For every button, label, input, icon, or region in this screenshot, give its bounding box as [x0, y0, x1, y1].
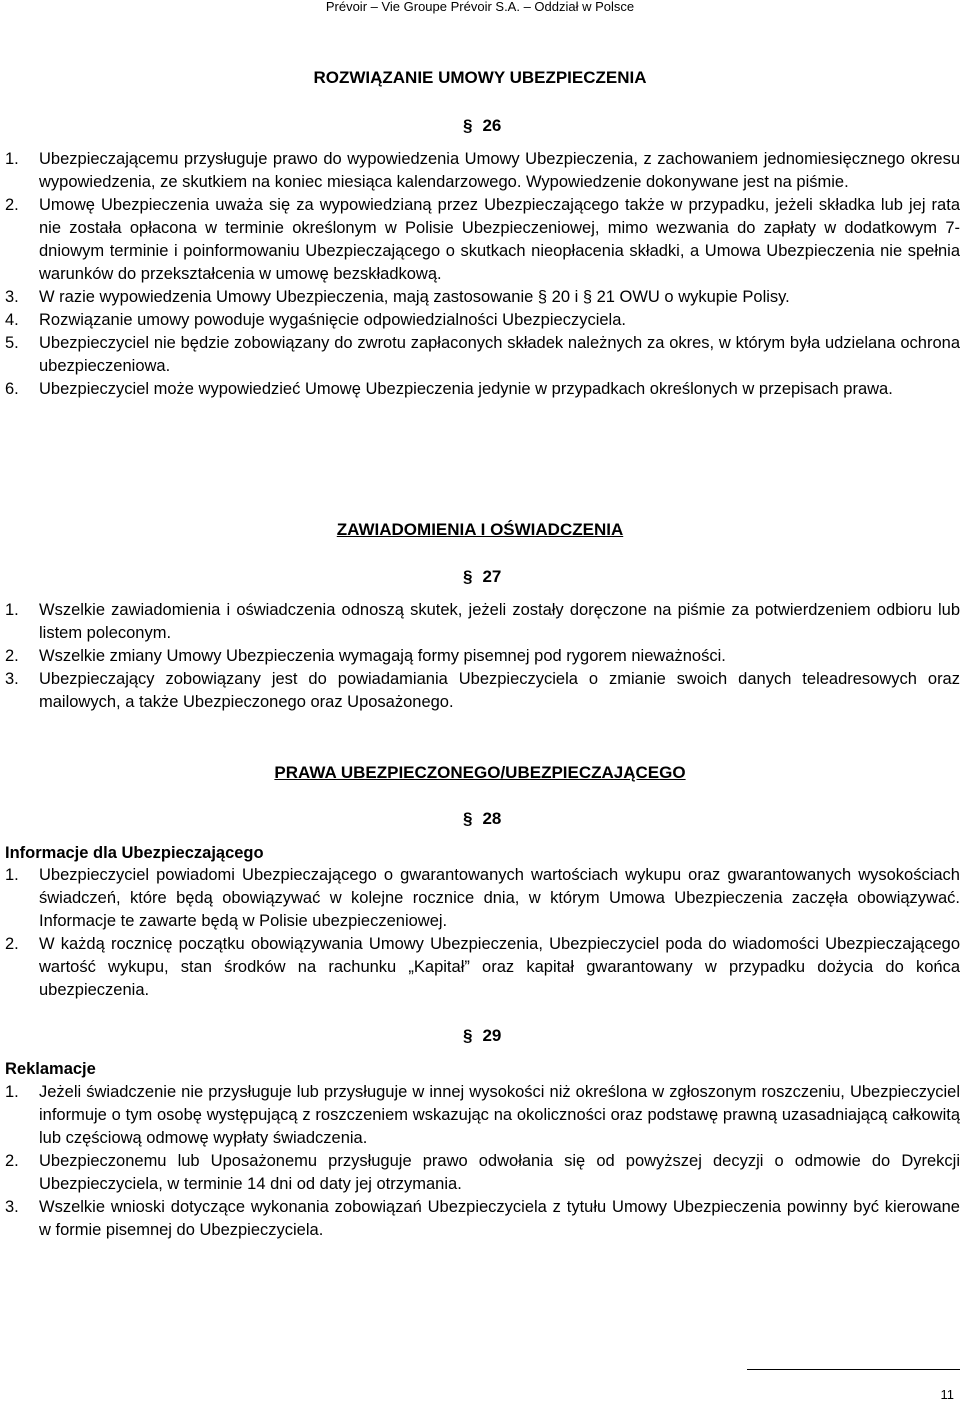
section-title-text: ZAWIADOMIENIA I OŚWIADCZENIA — [336, 520, 624, 539]
complaints-list — [5, 1081, 960, 1242]
list-item — [5, 148, 960, 194]
item-number: 2. — [5, 196, 19, 214]
paragraph-number: 27 — [482, 567, 502, 586]
paragraph-symbol: § — [463, 116, 473, 135]
information-list — [5, 864, 960, 1002]
item-text: Jeżeli świadczenie nie przysługuje lub przysługuje w innej wysokości niż określona w zgłoszonym roszczeniu, Ubezpieczyciel informuje o tym osobę występującą z roszczeniem wskazując na okoliczności oraz podstawę prawną uzasadniającą całkowitą lub częściową odmowę wypłaty świadczenia. — [39, 1083, 960, 1147]
item-text: Ubezpieczający zobowiązany jest do powiadamiania Ubezpieczyciela o zmianie swoich danych teleadresowych oraz mailowych, a także Ubezpieczonego oraz Uposażonego. — [39, 670, 960, 711]
item-number: 2. — [5, 1152, 19, 1170]
page-number: 11 — [940, 1387, 954, 1402]
item-number: 2. — [5, 647, 19, 665]
list-item — [5, 933, 960, 1002]
paragraph-marker-26 — [463, 115, 501, 137]
item-number: 3. — [5, 670, 19, 688]
item-text: Rozwiązanie umowy powoduje wygaśnięcie odpowiedzialności Ubezpieczyciela. — [39, 311, 626, 329]
item-text: Ubezpieczonemu lub Uposażonemu przysługuje prawo odwołania się od powyższej decyzji o odmowie do Dyrekcji Ubezpieczyciela, w terminie 14 dni od daty jej otrzymania. — [39, 1152, 960, 1193]
paragraph-marker-28 — [463, 808, 501, 830]
list-item — [5, 645, 960, 668]
list-item — [5, 668, 960, 714]
section-title-notifications — [0, 519, 960, 541]
item-number: 3. — [5, 1198, 19, 1216]
item-number: 1. — [5, 866, 19, 884]
list-item — [5, 194, 960, 286]
list-item — [5, 864, 960, 933]
notifications-list — [5, 599, 960, 714]
item-number: 4. — [5, 311, 19, 329]
list-item — [5, 599, 960, 645]
paragraph-number: 28 — [482, 809, 502, 828]
item-text: W każdą rocznicę początku obowiązywania Umowy Ubezpieczenia, Ubezpieczyciel poda do wiadomości Ubezpieczającego wartość wykupu, stan środków na rachunku „Kapitał” oraz kapitał gwarantowany w przypadku dożycia do końca ubezpieczenia. — [39, 935, 960, 999]
item-text: Wszelkie zawiadomienia i oświadczenia odnoszą skutek, jeżeli zostały doręczone na piśmie za potwierdzeniem odbioru lub listem poleconym. — [39, 601, 960, 642]
section-title-termination: ROZWIĄZANIE UMOWY UBEZPIECZENIA — [313, 68, 647, 87]
item-text: Wszelkie wnioski dotyczące wykonania zobowiązań Ubezpieczyciela z tytułu Umowy Ubezpieczenia powinny być kierowane w formie pisemnej do Ubezpieczyciela. — [39, 1198, 960, 1239]
paragraph-symbol: § — [463, 809, 473, 828]
paragraph-marker-29 — [463, 1025, 501, 1047]
item-number: 1. — [5, 150, 19, 168]
item-number: 1. — [5, 1083, 19, 1101]
item-number: 6. — [5, 380, 19, 398]
paragraph-symbol: § — [463, 567, 473, 586]
footer-divider — [747, 1369, 960, 1370]
list-item — [5, 1081, 960, 1150]
list-item — [5, 1196, 960, 1242]
item-text: Wszelkie zmiany Umowy Ubezpieczenia wymagają formy pisemnej pod rygorem nieważności. — [39, 647, 726, 665]
item-text: Ubezpieczyciel może wypowiedzieć Umowę Ubezpieczenia jedynie w przypadkach określonych w przepisach prawa. — [39, 380, 893, 398]
item-number: 5. — [5, 334, 19, 352]
list-item — [5, 286, 960, 309]
termination-list — [5, 148, 960, 401]
paragraph-number: 26 — [482, 116, 502, 135]
paragraph-symbol: § — [463, 1026, 473, 1045]
item-number: 2. — [5, 935, 19, 953]
page-header: Prévoir – Vie Groupe Prévoir S.A. – Oddział w Polsce — [325, 0, 635, 14]
item-text: W razie wypowiedzenia Umowy Ubezpieczenia, mają zastosowanie § 20 i § 21 OWU o wykupie Polisy. — [39, 288, 790, 306]
subheading-complaints: Reklamacje — [5, 1060, 96, 1078]
section-title-rights — [0, 762, 960, 784]
subheading-information: Informacje dla Ubezpieczającego — [5, 844, 264, 862]
item-number: 3. — [5, 288, 19, 306]
item-text: Ubezpieczyciel powiadomi Ubezpieczającego o gwarantowanych wartościach wykupu oraz gwarantowanych wysokościach świadczeń, które będą obowiązywać w kolejne rocznice dnia, w którym Umowa Ubezpieczenia zaczęła obowiązywać. Informacje te zawarte będą w Polisie ubezpieczeniowej. — [39, 866, 960, 930]
item-text: Ubezpieczyciel nie będzie zobowiązany do zwrotu zapłaconych składek należnych za okres, w którym była udzielana ochrona ubezpieczeniowa. — [39, 334, 960, 375]
list-item — [5, 1150, 960, 1196]
item-text: Umowę Ubezpieczenia uważa się za wypowiedzianą przez Ubezpieczającego także w przypadku, jeżeli składka lub jej rata nie została opłacona w terminie określonym w Polisie Ubezpieczeniowej, mimo wezwania do zapłaty w dodatkowym 7-dniowym terminie i poinformowaniu Ubezpieczającego o skutkach nieopłacenia składki, a Umowa Ubezpieczenia nie spełnia warunków do przekształcenia w umowę bezskładkową. — [39, 196, 960, 283]
list-item — [5, 309, 960, 332]
section-title-text: PRAWA UBEZPIECZONEGO/UBEZPIECZAJĄCEGO — [274, 763, 686, 782]
list-item — [5, 378, 960, 401]
item-number: 1. — [5, 601, 19, 619]
list-item — [5, 332, 960, 378]
item-text: Ubezpieczającemu przysługuje prawo do wypowiedzenia Umowy Ubezpieczenia, z zachowaniem jednomiesięcznego okresu wypowiedzenia, ze skutkiem na koniec miesiąca kalendarzowego. Wypowiedzenie dokonywane jest na piśmie. — [39, 150, 960, 191]
paragraph-number: 29 — [482, 1026, 502, 1045]
paragraph-marker-27 — [463, 566, 501, 588]
